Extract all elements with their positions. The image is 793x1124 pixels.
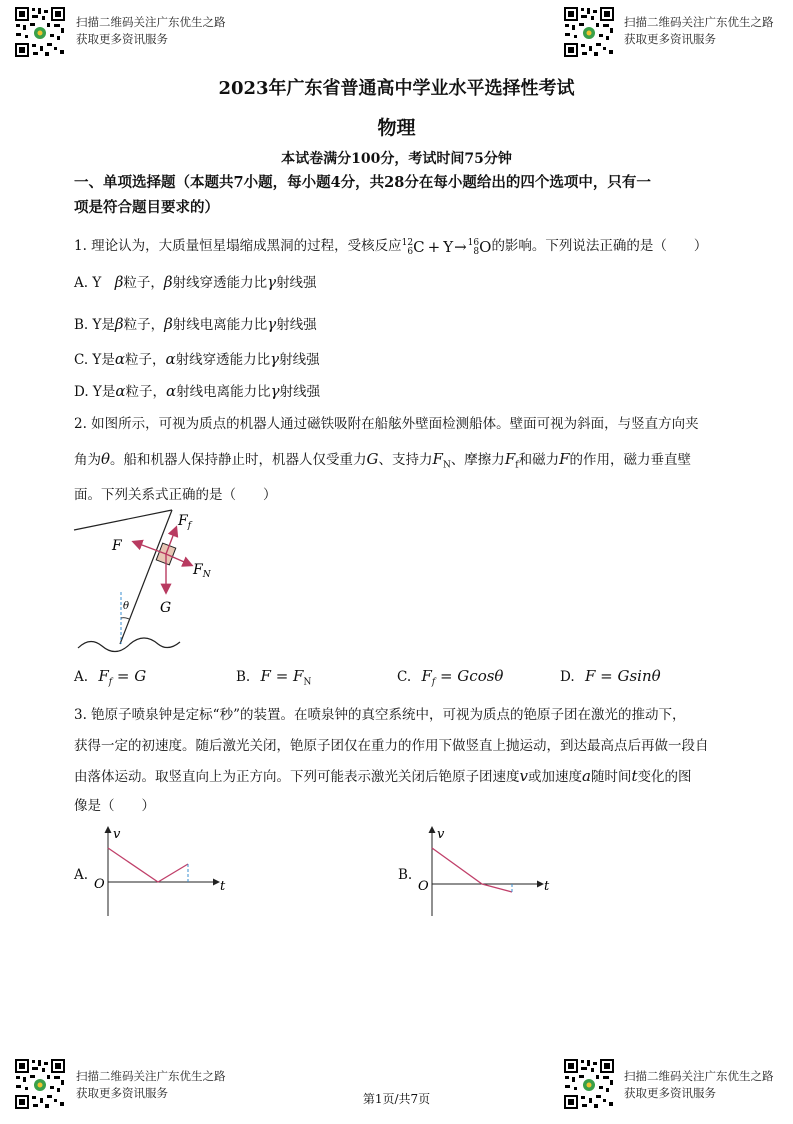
section-heading-line2: 项是符合题目要求的） bbox=[74, 199, 219, 216]
q3-stem-line4: 像是（ ） bbox=[74, 798, 155, 814]
qr-caption-line1: 扫描二维码关注广东优生之路 bbox=[624, 1069, 774, 1083]
label-G: G bbox=[160, 600, 172, 616]
ship-wall-line bbox=[120, 510, 172, 644]
qr-caption-line1: 扫描二维码关注广东优生之路 bbox=[624, 15, 774, 29]
velocity-curve bbox=[108, 848, 188, 882]
q2-option-b[interactable]: B. $F = F_N$ bbox=[236, 667, 312, 688]
q3-graph-a bbox=[88, 822, 238, 918]
q1-option-b[interactable]: B. Y是β粒子，β射线电离能力比γ射线强 bbox=[74, 315, 317, 333]
q1-stem: 1. 理论认为，大质量恒星塌缩成黑洞的过程，受核反应12 6C + Y→16 8O的影响。下列说法正确的是（ ） bbox=[74, 237, 708, 257]
q1-option-d[interactable]: D. Y是α粒子，α射线电离能力比γ射线强 bbox=[74, 382, 321, 400]
velocity-curve bbox=[432, 848, 512, 892]
qr-caption-line1: 扫描二维码关注广东优生之路 bbox=[76, 15, 226, 29]
q2-option-c[interactable]: C. $F_f = Gcos\theta$ bbox=[397, 667, 504, 688]
qr-caption-top-right bbox=[624, 14, 774, 48]
label-FN: $F_N$ bbox=[193, 562, 211, 580]
exam-info: 本试卷满分100分，考试时间75分钟 bbox=[281, 151, 512, 167]
qr-caption-top-left bbox=[76, 14, 226, 48]
origin-label: O bbox=[94, 877, 105, 892]
q2-option-d[interactable]: D. F = Gsinθ bbox=[560, 667, 661, 685]
q2-force-diagram bbox=[72, 508, 262, 656]
label-Ff: $F_f$ bbox=[178, 513, 192, 531]
axis-label-v: v bbox=[113, 827, 121, 842]
q3-stem-line2: 获得一定的初速度。随后激光关闭，铯原子团仅在重力的作用下做竖直上抛运动，到达最高点后再做一段自 bbox=[74, 738, 709, 754]
label-theta: θ bbox=[123, 601, 130, 612]
qr-code-top-right bbox=[563, 6, 615, 58]
q1-option-c[interactable]: C. Y是α粒子，α射线穿透能力比γ射线强 bbox=[74, 350, 320, 368]
q3-graph-b bbox=[412, 822, 562, 918]
ship-top-line bbox=[74, 510, 172, 530]
origin-label: O bbox=[418, 879, 429, 894]
qr-caption-line2: 获取更多资讯服务 bbox=[76, 1086, 168, 1100]
subject-title: 物理 bbox=[377, 117, 416, 139]
section-heading-line1: 一、单项选择题（本题共7小题，每小题4分，共28分在每小题给出的四个选项中，只有一 bbox=[74, 174, 651, 191]
q3-stem-line1: 3. 铯原子喷泉钟是定标“秒”的装置。在喷泉钟的真空系统中，可视为质点的铯原子团在激光的推动下， bbox=[74, 707, 686, 723]
page-number: 第1页/共7页 bbox=[362, 1092, 431, 1106]
water-wave bbox=[78, 638, 180, 652]
qr-caption-line2: 获取更多资讯服务 bbox=[76, 32, 168, 46]
q1-option-a[interactable]: A. Y β粒子，β射线穿透能力比γ射线强 bbox=[74, 273, 317, 291]
qr-caption-line2: 获取更多资讯服务 bbox=[624, 32, 716, 46]
axis-label-t: t bbox=[220, 879, 226, 894]
qr-caption-line1: 扫描二维码关注广东优生之路 bbox=[76, 1069, 226, 1083]
axis-label-t: t bbox=[544, 879, 550, 894]
exam-title: 2023年广东省普通高中学业水平选择性考试 bbox=[218, 78, 575, 99]
qr-caption-line2: 获取更多资讯服务 bbox=[624, 1086, 716, 1100]
qr-code-top-left bbox=[14, 6, 66, 58]
axis-label-v: v bbox=[437, 827, 445, 842]
q3-stem-line3: 由落体运动。取竖直向上为正方向。下列可能表示激光关闭后铯原子团速度v或加速度a随时间t变化的图 bbox=[74, 767, 692, 785]
nuclear-reaction: 12 6C + Y→16 8O bbox=[401, 237, 492, 257]
theta-arc bbox=[121, 618, 129, 619]
label-F: F bbox=[112, 538, 122, 554]
q3-option-b-label[interactable]: B. bbox=[398, 867, 413, 883]
q2-option-a[interactable]: A. $F_f = G$ bbox=[74, 667, 147, 688]
q2-stem-line2: 角为θ。船和机器人保持静止时，机器人仅受重力G、支持力$F_N$、摩擦力$F_f$和磁力F的作用，磁力垂直壁 bbox=[74, 450, 691, 471]
q3-option-a-label[interactable]: A. bbox=[74, 867, 89, 883]
q2-stem-line1: 2. 如图所示，可视为质点的机器人通过磁铁吸附在船舷外壁面检测船体。壁面可视为斜面，与竖直方向夹 bbox=[74, 416, 699, 432]
q2-stem-line3: 面。下列关系式正确的是（ ） bbox=[74, 487, 277, 503]
